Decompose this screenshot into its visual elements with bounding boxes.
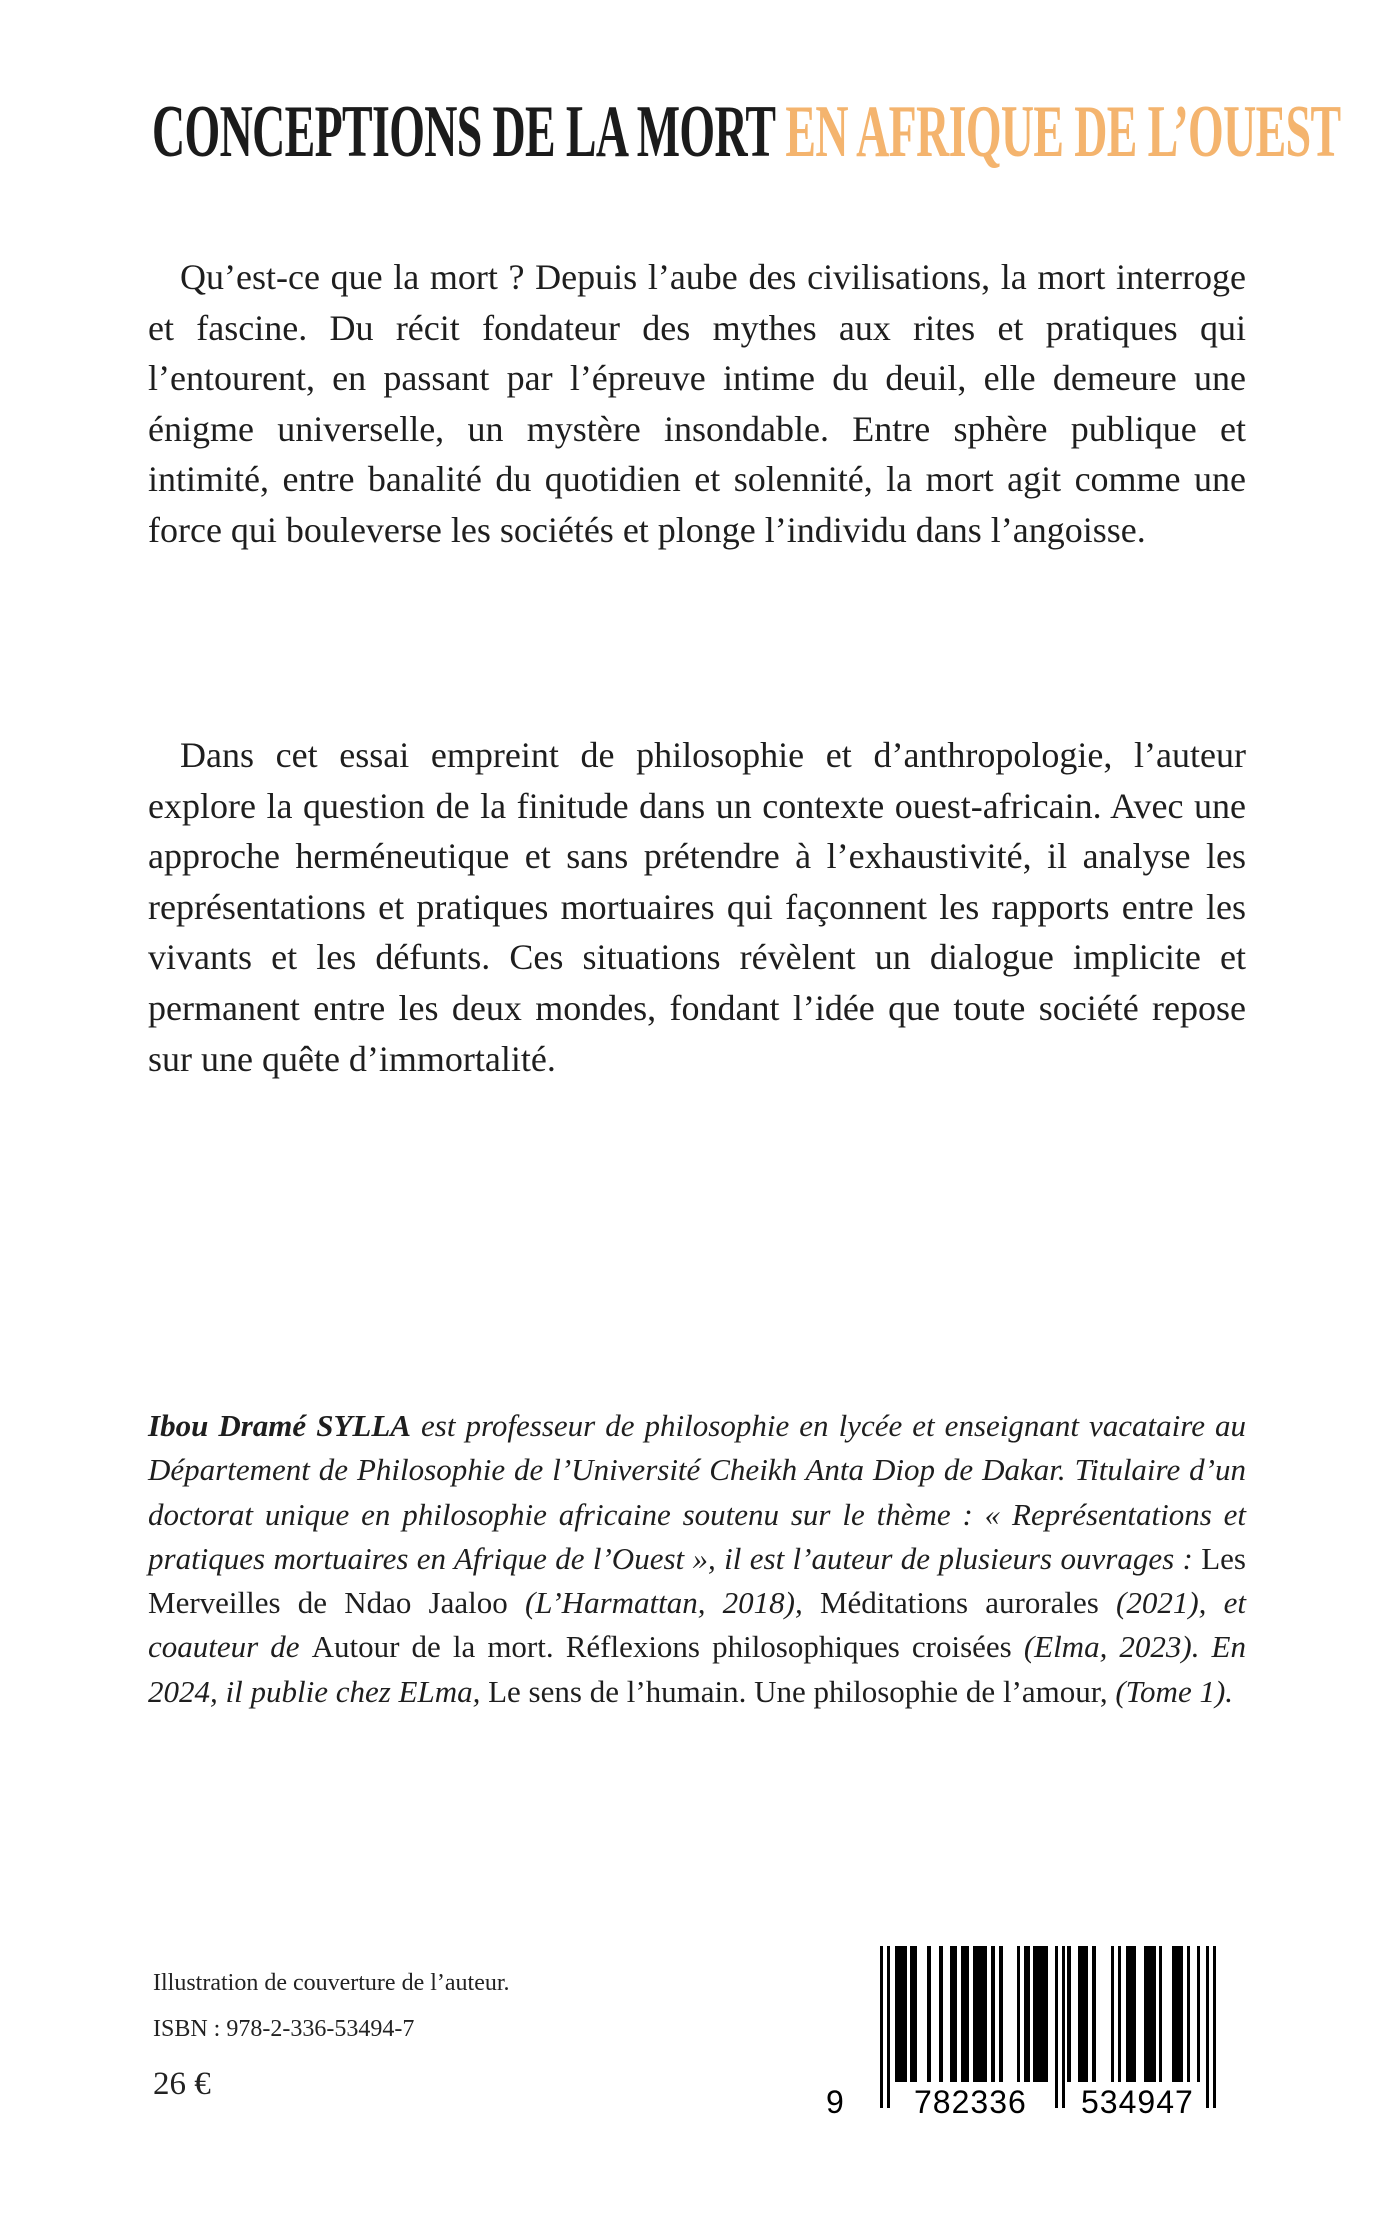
barcode-lead-digit: 9 — [826, 2084, 844, 2120]
book-title-autour-de-la-mort: Autour de la mort. Réflexions philosophiques croisées — [311, 1629, 1012, 1665]
book-title — [152, 91, 1341, 173]
isbn: ISBN : 978-2-336-53494-7 — [153, 2016, 415, 2042]
summary-paragraph-2 — [148, 730, 1246, 1084]
summary-text-2: Dans cet essai empreint de philosophie et d’anthropologie, l’auteur explore la question de la finitude dans un contexte ouest-africain. Avec une approche herméneutique et sans prétendre à l’exhaustivité, il analyse les représentations et pratiques mortuaires qui façonnent les rapports entre les vivants et les défunts. Ces situations révèlent un dialogue implicite et permanent entre les deux mondes, fondant l’idée que toute société repose sur une quête d’immortalité. — [148, 735, 1246, 1079]
book-title-sens-de-l-humain: Le sens de l’humain. Une philosophie de l’amour, — [488, 1673, 1108, 1709]
price: 26 € — [153, 2066, 211, 2102]
isbn-barcode — [822, 1942, 1222, 2122]
bio-segment: (L’Harmattan, 2018), — [507, 1585, 820, 1621]
barcode-left-group: 782336 — [910, 2082, 1031, 2122]
barcode-right-group: 534947 — [1077, 2082, 1198, 2122]
bio-segment: (Tome 1). — [1107, 1673, 1234, 1709]
title-part-1: CONCEPTIONS DE LA MORT — [152, 91, 775, 173]
bio-segment: (Elma, 2023). En 2024, il publie chez ELma, — [148, 1629, 1246, 1709]
illustration-credit: Illustration de couverture de l’auteur. — [153, 1970, 510, 1996]
author-name: Ibou Dramé SYLLA — [148, 1408, 411, 1443]
summary-text-1: Qu’est-ce que la mort ? Depuis l’aube des civilisations, la mort interroge et fascine. Du récit fondateur des mythes aux rites et pratiques qui l’entourent, en passant par l’épreuve intime du deuil, elle demeure une énigme universelle, un mystère insondable. Entre sphère publique et intimité, entre banalité du quotidien et solennité, la mort agit comme une force qui bouleverse les sociétés et plonge l’individu dans l’angoisse. — [148, 257, 1246, 550]
title-part-2: EN AFRIQUE DE L’OUEST — [785, 91, 1341, 173]
publication-info — [153, 1968, 510, 2104]
book-title-merveilles: Les Merveilles de Ndao Jaaloo — [148, 1540, 1246, 1621]
summary-paragraph-1 — [148, 252, 1246, 556]
bio-segment: est professeur de philosophie en lycée et enseignant vacataire au Département de Philosophie de l’Université Cheikh Anta Diop de Dakar. Titulaire d’un doctorat unique en philosophie africaine soutenu sur le thème : « Représentations et pratiques mortuaires en Afrique de l’Ouest », il est l’auteur de plusieurs ouvrages : — [148, 1408, 1246, 1576]
barcode-digits — [822, 2082, 1222, 2122]
book-title-meditations: Méditations aurorales — [819, 1585, 1099, 1621]
bio-segment: (2021), et coauteur de — [148, 1585, 1246, 1665]
author-bio — [148, 1404, 1246, 1714]
